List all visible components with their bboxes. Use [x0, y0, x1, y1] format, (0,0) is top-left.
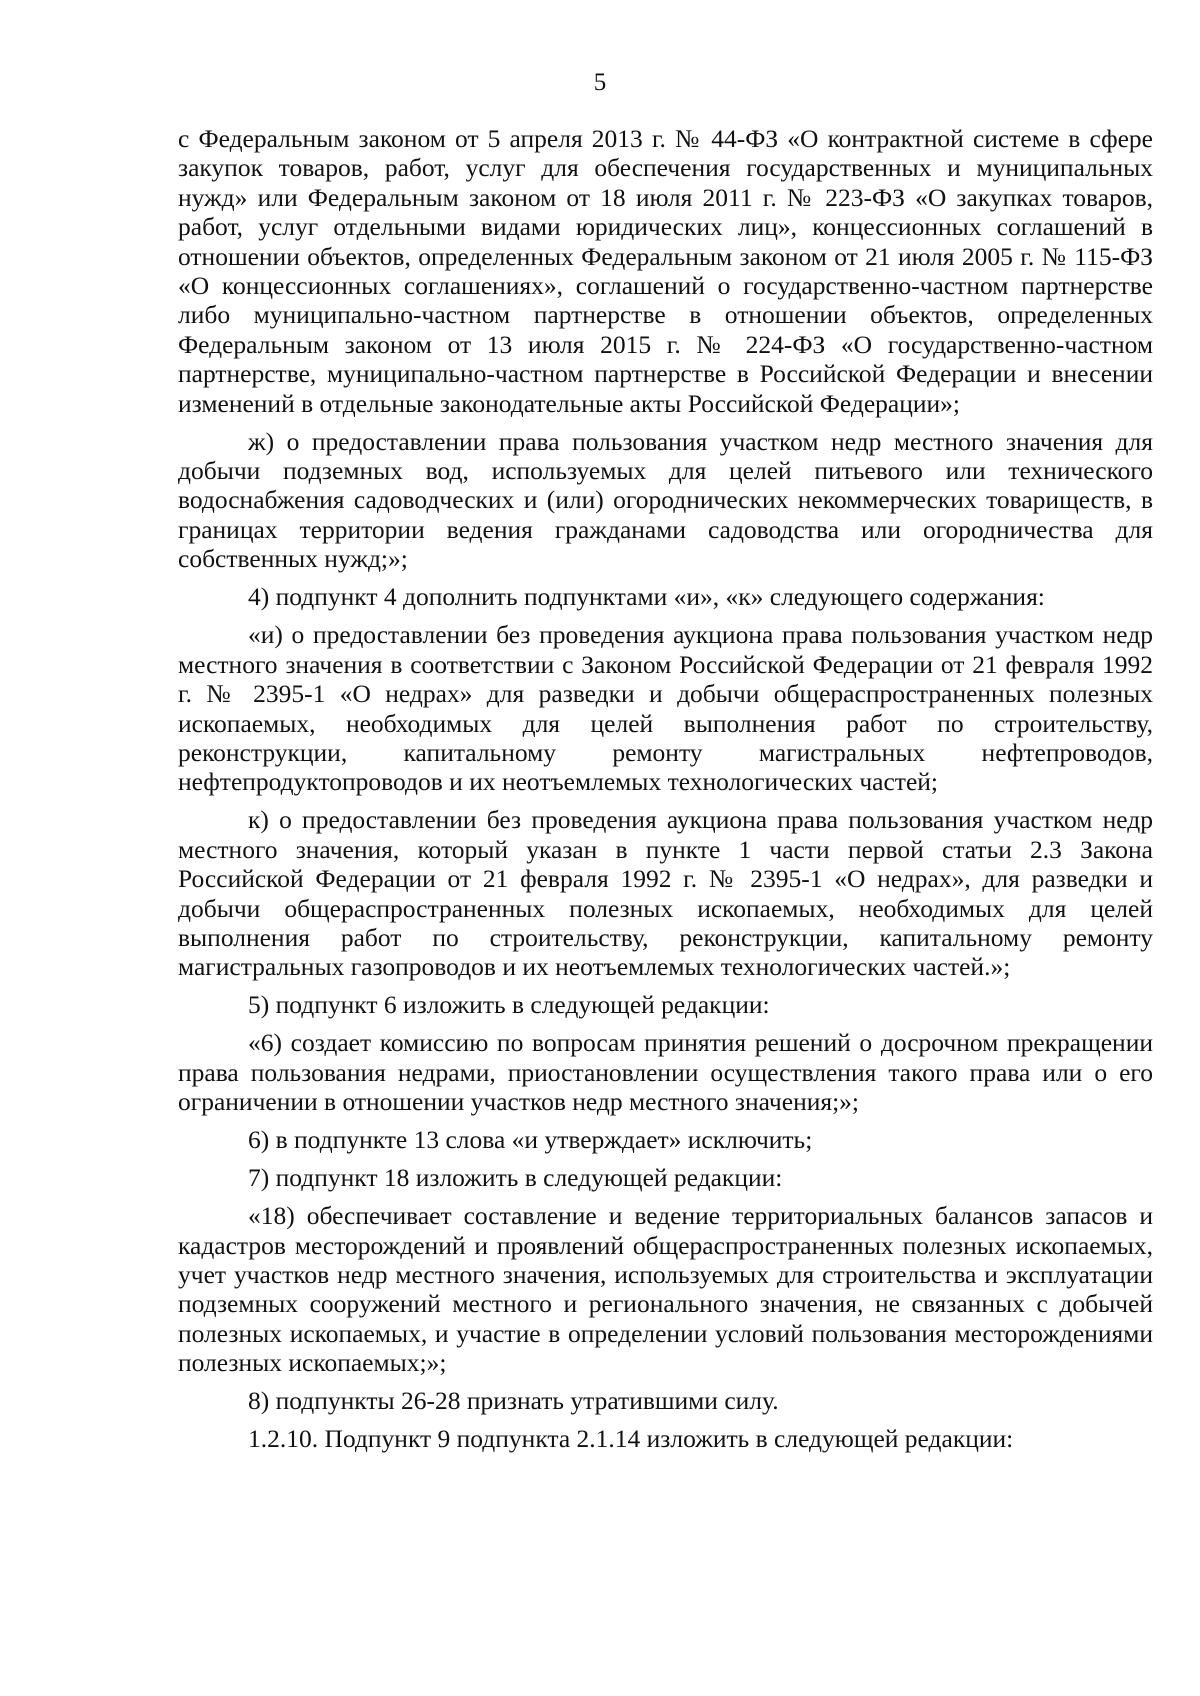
- paragraph-k: к) о предоставлении без проведения аукциона права пользования участком недр местного значения, который указан в пункте 1 части первой статьи 2.3 Закона Российской Федерации от 21 февраля 1992 г. № 2395-1 «О недрах», для разведки и добычи общераспространенных полезных ископаемых, необходимых для целей выполнения работ по строительству, реконструкции, капитальному ремонту магистральных газопроводов и их неотъемлемых технологических частей.»;: [178, 805, 1153, 982]
- paragraph-6-commission: «6) создает комиссию по вопросам принятия решений о досрочном прекращении права пользования недрами, приостановлении осуществления такого права или о его ограничении в отношении участков недр местного значения;»;: [178, 1028, 1153, 1117]
- paragraph-18-balances: «18) обеспечивает составление и ведение территориальных балансов запасов и кадастров месторождений и проявлений общераспространенных полезных ископаемых, учет участков недр местного значения, используемых для строительства и эксплуатации подземных сооружений местного и регионального значения, не связанных с добычей полезных ископаемых, и участие в определении условий пользования месторождениями полезных ископаемых;»;: [178, 1201, 1153, 1378]
- paragraph-continuation: с Федеральным законом от 5 апреля 2013 г. № 44-ФЗ «О контрактной системе в сфере закупок товаров, работ, услуг для обеспечения государственных и муниципальных нужд» или Федеральным законом от 18 июля 2011 г. № 223-ФЗ «О закупках товаров, работ, услуг отдельными видами юридических лиц», концессионных соглашений в отношении объектов, определенных Федеральным законом от 21 июля 2005 г. № 115-ФЗ «О концессионных соглашениях», соглашений о государственно-частном партнерстве либо муниципально-частном партнерстве в отношении объектов, определенных Федеральным законом от 13 июля 2015 г. № 224-ФЗ «О государственно-частном партнерстве, муниципально-частном партнерстве в Российской Федерации и внесении изменений в отдельные законодательные акты Российской Федерации»;: [178, 124, 1153, 418]
- paragraph-i: «и) о предоставлении без проведения аукциона права пользования участком недр местного значения в соответствии с Законом Российской Федерации от 21 февраля 1992 г. № 2395-1 «О недрах» для разведки и добычи общераспространенных полезных ископаемых, необходимых для целей выполнения работ по строительству, реконструкции, капитальному ремонту магистральных нефтепроводов, нефтепродуктопроводов и их неотъемлемых технологических частей;: [178, 620, 1153, 797]
- paragraph-item-5: 5) подпункт 6 изложить в следующей редакции:: [248, 990, 770, 1020]
- page-number: 5: [593, 69, 607, 96]
- document-body: [178, 124, 1153, 1462]
- paragraph-item-8: 8) подпункты 26-28 признать утратившими силу.: [248, 1386, 779, 1416]
- paragraph-item-7: 7) подпункт 18 изложить в следующей редакции:: [248, 1163, 783, 1193]
- paragraph-item-6: 6) в подпункте 13 слова «и утверждает» исключить;: [248, 1125, 813, 1155]
- paragraph-item-4: 4) подпункт 4 дополнить подпунктами «и», «к» следующего содержания:: [248, 582, 1045, 612]
- paragraph-1-2-10: 1.2.10. Подпункт 9 подпункта 2.1.14 изложить в следующей редакции:: [248, 1424, 1014, 1454]
- paragraph-zh: ж) о предоставлении права пользования участком недр местного значения для добычи подземных вод, используемых для целей питьевого или технического водоснабжения садоводческих и (или) огороднических некоммерческих товариществ, в границах территории ведения гражданами садоводства или огородничества для собственных нужд;»;: [178, 426, 1153, 574]
